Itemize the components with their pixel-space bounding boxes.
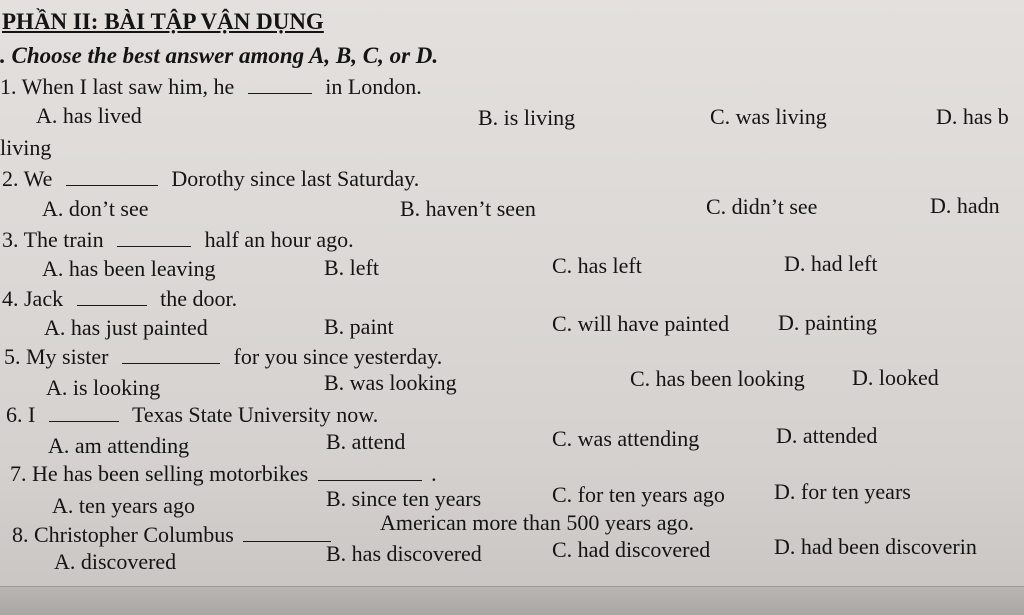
- question-5-stem: [4, 346, 442, 368]
- question-1-option-a: A. has lived: [36, 103, 142, 128]
- question-5-option-a: A. is looking: [46, 375, 161, 400]
- question-4-option-d: D. painting: [778, 310, 877, 335]
- question-8-option-a: A. discovered: [54, 549, 177, 574]
- question-1-option-c: C. was living: [710, 104, 827, 129]
- question-7-stem-start: 7. He has been selling motorbikes: [10, 461, 309, 486]
- question-8-option-d: D. had been discoverin: [774, 534, 977, 559]
- question-6-option-b: B. attend: [326, 429, 406, 454]
- answer-blank-8: [243, 525, 331, 542]
- screen-bottom-edge: [0, 586, 1024, 615]
- question-6-option-c: C. was attending: [552, 426, 700, 451]
- question-1-option-d: D. has b: [936, 104, 1009, 129]
- question-2-stem-end: Dorothy since last Saturday.: [171, 166, 420, 191]
- question-4-stem-start: 4. Jack: [2, 286, 64, 311]
- question-1-option-d-overflow: living: [0, 135, 52, 160]
- question-6-option-d: D. attended: [776, 423, 878, 448]
- answer-blank-3: [117, 230, 191, 247]
- question-5-stem-end: for you since yesterday.: [233, 344, 443, 369]
- question-7-option-d: D. for ten years: [774, 479, 911, 504]
- answer-blank-5: [122, 347, 220, 364]
- answer-blank-2: [66, 169, 158, 186]
- question-3-stem: [2, 229, 354, 251]
- section-heading: PHẦN II: BÀI TẬP VẬN DỤNG: [2, 9, 324, 34]
- question-4-stem: [2, 288, 237, 310]
- question-6-stem-start: 6. I: [6, 402, 36, 427]
- question-4-option-c: C. will have painted: [552, 311, 730, 336]
- question-7-option-c: C. for ten years ago: [552, 482, 725, 507]
- question-3-option-d: D. had left: [784, 251, 878, 276]
- question-5-option-b: B. was looking: [324, 370, 457, 395]
- question-3-stem-end: half an hour ago.: [204, 227, 354, 252]
- question-8-option-b: B. has discovered: [326, 541, 482, 566]
- question-7-option-b: B. since ten years: [326, 486, 482, 511]
- question-2-option-c: C. didn’t see: [706, 194, 818, 219]
- question-6-option-a: A. am attending: [48, 433, 190, 458]
- question-5-stem-start: 5. My sister: [4, 344, 109, 369]
- question-5-option-d: D. looked: [852, 365, 939, 390]
- question-3-option-c: C. has left: [552, 253, 642, 278]
- question-7-stem: [10, 463, 437, 485]
- question-2-stem: [2, 168, 419, 190]
- question-3-option-b: B. left: [324, 255, 379, 280]
- question-4-option-a: A. has just painted: [44, 315, 208, 340]
- question-8-stem-end: American more than 500 years ago.: [380, 510, 694, 535]
- question-1-stem-start: 1. When I last saw him, he: [0, 74, 235, 99]
- question-2-stem-start: 2. We: [2, 166, 53, 191]
- question-6-stem: [6, 404, 378, 426]
- question-8-stem-start: 8. Christopher Columbus: [12, 522, 234, 547]
- question-5-option-c: C. has been looking: [630, 366, 805, 391]
- answer-blank-4: [77, 289, 147, 306]
- question-2-option-d: D. hadn: [930, 193, 1000, 218]
- answer-blank-1: [248, 77, 312, 94]
- question-4-stem-end: the door.: [160, 286, 238, 311]
- question-1-option-b: B. is living: [478, 105, 576, 130]
- question-1-stem: [0, 76, 422, 98]
- question-6-stem-end: Texas State University now.: [131, 402, 379, 427]
- question-1-stem-end: in London.: [325, 74, 422, 99]
- question-8-stem: [12, 524, 335, 546]
- answer-blank-7: [318, 464, 422, 481]
- question-4-option-b: B. paint: [324, 314, 394, 339]
- question-3-stem-start: 3. The train: [2, 227, 104, 252]
- question-7-stem-end: .: [431, 461, 437, 486]
- question-3-option-a: A. has been leaving: [42, 256, 216, 281]
- question-8-option-c: C. had discovered: [552, 537, 711, 562]
- instruction-text: . Choose the best answer among A, B, C, or D.: [0, 43, 439, 68]
- question-2-option-b: B. haven’t seen: [400, 196, 536, 221]
- question-7-option-a: A. ten years ago: [52, 493, 195, 518]
- answer-blank-6: [49, 405, 119, 422]
- question-2-option-a: A. don’t see: [42, 196, 149, 221]
